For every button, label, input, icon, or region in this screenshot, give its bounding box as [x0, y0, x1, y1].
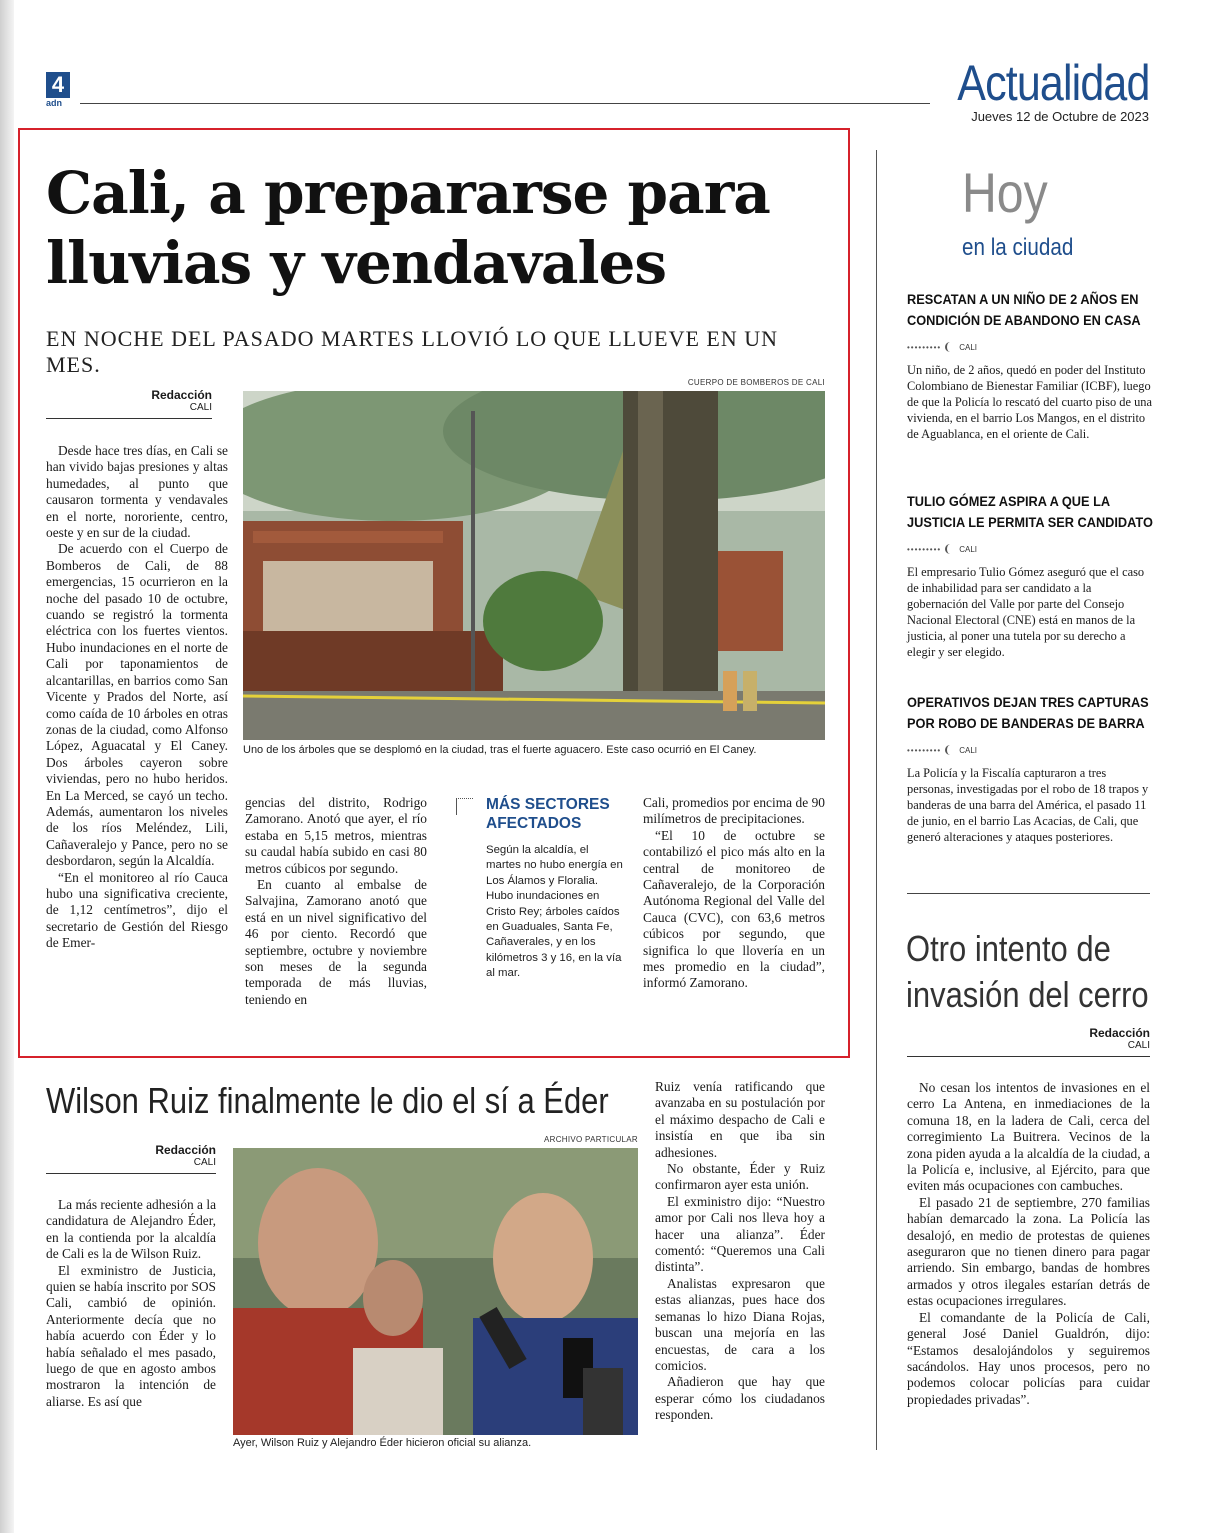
byline-name: Redacción	[151, 388, 212, 402]
sidebar-divider	[876, 150, 877, 1450]
brief-title: RESCATAN A UN NIÑO DE 2 AÑOS EN	[907, 292, 1139, 308]
paragraph: “En el monitoreo al río Cauca hubo una significativa creciente, de 1,12 centímetros”, dijo el secretario de Gestión del Riesgo de Emer-	[46, 869, 228, 951]
bracket-icon	[945, 342, 951, 352]
paragraph: No obstante, Éder y Ruiz confirmaron ayer esta unión.	[655, 1161, 825, 1193]
byline-name: Redacción	[155, 1143, 216, 1157]
brief-tag	[907, 342, 1152, 352]
wilson-column-2	[655, 1079, 825, 1424]
paragraph: No cesan los intentos de invasiones en el cerro La Antena, en inmediaciones de la comuna 18, en la ladera de Cali, cerca del corregimiento La Buitrera. Vecinos de la zona piden ayuda a la alcaldía de la ciudad, a la Policía e, inclusive, al Ejército, para que eviten más ocupaciones con cambuches.	[907, 1080, 1150, 1194]
dots-icon: •••••••••	[907, 746, 942, 755]
brief-title: JUSTICIA LE PERMITA SER CANDIDATO	[907, 515, 1153, 531]
sidebox-body: Según la alcaldía, el martes no hubo energía en Los Álamos y Floralia. Hubo inundaciones en Cristo Rey; árboles caídos en Guaduales, Santa Fe, Cañaverales, y en los kilómetros 3 y 16, en la vía al mar.	[486, 844, 623, 980]
paragraph: Ruiz venía ratificando que avanzaba en su postulación por el máximo despacho de Cali e insistía en que iba sin adhesiones.	[655, 1079, 825, 1160]
brief-item	[907, 492, 1152, 660]
photo-credit: CUERPO DE BOMBEROS DE CALI	[687, 378, 825, 387]
fallen-tree-illustration	[243, 391, 825, 740]
byline-name: Redacción	[1089, 1026, 1150, 1040]
byline-rule	[907, 1056, 1150, 1057]
byline-city: CALI	[193, 1157, 216, 1168]
otro-headline	[906, 926, 1149, 1018]
otro-byline	[907, 1026, 1150, 1051]
sidebox-marker	[456, 798, 473, 815]
paragraph: Añadieron que hay que esperar cómo los ciudadanos responden.	[655, 1374, 825, 1423]
fallen-tree-photo	[243, 391, 825, 740]
wilson-byline	[46, 1143, 216, 1168]
brief-tag	[907, 544, 1152, 554]
paragraph: Cali, promedios por encima de 90 milímetros de precipitaciones.	[643, 795, 825, 827]
alliance-photo	[233, 1148, 638, 1435]
brief-item	[907, 290, 1152, 442]
brief-title: OPERATIVOS DEJAN TRES CAPTURAS	[907, 695, 1149, 711]
paragraph: El pasado 21 de septiembre, 270 familias habían demarcado la zona. La Policía las desalojó, en medio de protestas de quienes aseguraron que no tienen dinero para pagar arriendo. Sin embargo, bandas de hombres armados y otros ilegales estarían detrás de estas ocupaciones irregulares.	[907, 1194, 1150, 1309]
dots-icon: •••••••••	[907, 343, 942, 352]
hoy-title: Hoy	[962, 161, 1048, 224]
brief-title: POR ROBO DE BANDERAS DE BARRA	[907, 716, 1145, 732]
page-number: 4	[46, 72, 70, 98]
byline-city: CALI	[1127, 1040, 1150, 1051]
photo-caption: Uno de los árboles que se desplomó en la ciudad, tras el fuerte aguacero. Este caso ocurrió en El Caney.	[243, 744, 757, 756]
header-rule	[80, 103, 930, 104]
wilson-column-1	[46, 1197, 216, 1410]
paragraph: La más reciente adhesión a la candidatura de Alejandro Éder, en la contienda por la alcaldía de Cali es la de Wilson Ruiz.	[46, 1197, 217, 1262]
politicians-illustration	[233, 1148, 638, 1435]
paragraph: De acuerdo con el Cuerpo de Bomberos de Cali, de 88 emergencias, 15 ocurrieron en la noche del pasado 10 de octubre, cuando se registró la tormenta eléctrica con los fuertes vientos. Hubo inundaciones en el norte de Cali por taponamientos de alcantarillas, en barrios como San Vicente y Prados del Norte, así como caída de 10 árboles en otras zonas de la ciudad, como Alfonso López, Aguacatal y El Caney. Dos árboles cayeron sobre viviendas, pero no hubo heridos. En La Merced, se cayó un techo. Además, aumentaron los niveles de los ríos Meléndez, Lili, Cañaveralejo y Pance, pero no se desbordaron, según la Alcaldía.	[46, 541, 228, 869]
brief-tag-city: CALI	[959, 343, 978, 352]
main-column-4	[643, 795, 825, 992]
photo-credit: ARCHIVO PARTICULAR	[543, 1135, 638, 1144]
section-title: Actualidad	[956, 55, 1149, 111]
dots-icon: •••••••••	[907, 545, 942, 554]
paragraph: gencias del distrito, Rodrigo Zamorano. Anotó que ayer, el río estaba en 5,15 metros, mientras su caudal había subido en casi 80 metros cúbicos por segundo.	[245, 795, 427, 876]
brief-title: TULIO GÓMEZ ASPIRA A QUE LA	[907, 494, 1111, 510]
sidebox-title: MÁS SECTORES AFECTADOS	[486, 796, 610, 832]
otro-headline-line: Otro intento de	[906, 928, 1111, 969]
brief-tag-city: CALI	[959, 746, 978, 755]
paragraph: Analistas expresaron que estas alianzas, pues hace dos semanas lo hizo Diana Rojas, buscan una mejoría en las encuestas, de cara a los comicios.	[655, 1275, 825, 1373]
bracket-icon	[945, 745, 951, 755]
brief-body: El empresario Tulio Gómez aseguró que el caso de inhabilidad para ser candidato a la gobernación del Valle por parte del Consejo Nacional Electoral (CNE) está en manos de la justicia, al poner una tutela por su derecho a elegir y ser elegido.	[907, 565, 1145, 659]
brief-item	[907, 693, 1152, 845]
otro-headline-line: invasión del cerro	[906, 974, 1149, 1015]
bracket-icon	[945, 544, 951, 554]
page-number-badge	[44, 72, 74, 108]
paragraph: Desde hace tres días, en Cali se han vivido bajas presiones y altas humedades, al punto que causaron tormenta y vendavales en el norte, nororiente, centro, oeste y en sur de la ciudad.	[46, 443, 228, 541]
otro-body	[907, 1080, 1150, 1408]
byline-city: CALI	[189, 402, 212, 413]
brief-body: Un niño, de 2 años, quedó en poder del Instituto Colombiano de Bienestar Familiar (ICBF), luego de que la Policía lo rescató del cuarto piso de una vivienda, en el barrio Los Mangos, en el distrito de Aguablanca, en el oriente de Cali.	[907, 363, 1152, 441]
page-edge-shadow	[0, 0, 14, 1533]
brief-title: CONDICIÓN DE ABANDONO EN CASA	[907, 313, 1141, 329]
sidebar-rule	[907, 893, 1150, 894]
brand-logo: adn	[46, 98, 63, 108]
paragraph: El exministro dijo: “Nuestro amor por Cali nos lleva hoy a hacer una alianza”. Éder comentó: “Queremos una Cali distinta”.	[655, 1193, 825, 1275]
main-byline	[46, 388, 212, 413]
brief-body: La Policía y la Fiscalía capturaron a tres personas, investigadas por el robo de 18 trapos y banderas de una barra del América, el pasado 11 de junio, en el barrio Las Acacias, de Cali, que generó alteraciones y ataques posteriores.	[907, 766, 1149, 844]
main-column-2	[245, 795, 427, 1008]
byline-rule	[46, 1173, 216, 1174]
paragraph: “El 10 de octubre se contabilizó el pico más alto en la central de monitoreo de Cañaveralejo, de la Corporación Autónoma Regional del Valle del Cauca (CVC), con 63,6 metros cúbicos por segundo, que significa lo que llovería en un mes promedio en la ciudad”, informó Zamorano.	[643, 827, 825, 991]
issue-date: Jueves 12 de Octubre de 2023	[971, 109, 1149, 124]
brief-tag	[907, 745, 1152, 755]
paragraph: El exministro de Justicia, quien se había inscrito por SOS Cali, cambió de opinión. Anteriormente decía que no había acuerdo con Éder y lo había señalado el mes pasado, luego de que en agosto ambos mostraron la intención de aliarse. Es así que	[46, 1262, 216, 1409]
brief-tag-city: CALI	[959, 545, 978, 554]
main-dek: EN NOCHE DEL PASADO MARTES LLOVIÓ LO QUE LLUEVE EN UN MES.	[46, 326, 779, 377]
paragraph: En cuanto al embalse de Salvajina, Zamorano anotó que está en un nivel significativo del 46 por ciento. Recordó que septiembre, octubre y noviembre son meses de la segunda temporada de más lluvias, teniendo en	[245, 877, 427, 1007]
hoy-subtitle: en la ciudad	[962, 234, 1074, 261]
main-column-1	[46, 443, 228, 952]
photo-caption: Ayer, Wilson Ruiz y Alejandro Éder hicieron oficial su alianza.	[233, 1437, 532, 1449]
byline-rule	[46, 418, 212, 419]
main-headline: Cali, a prepararse para lluvias y vendavales	[46, 159, 770, 297]
wilson-headline: Wilson Ruiz finalmente le dio el sí a Éder	[46, 1080, 609, 1121]
paragraph: El comandante de la Policía de Cali, general José Daniel Gualdrón, dijo: “Estamos desalojándolos y seguiremos sacándolos. Hay unos procesos, pero no podemos colocar policías para cuidar propiedades privadas”.	[907, 1309, 1150, 1407]
